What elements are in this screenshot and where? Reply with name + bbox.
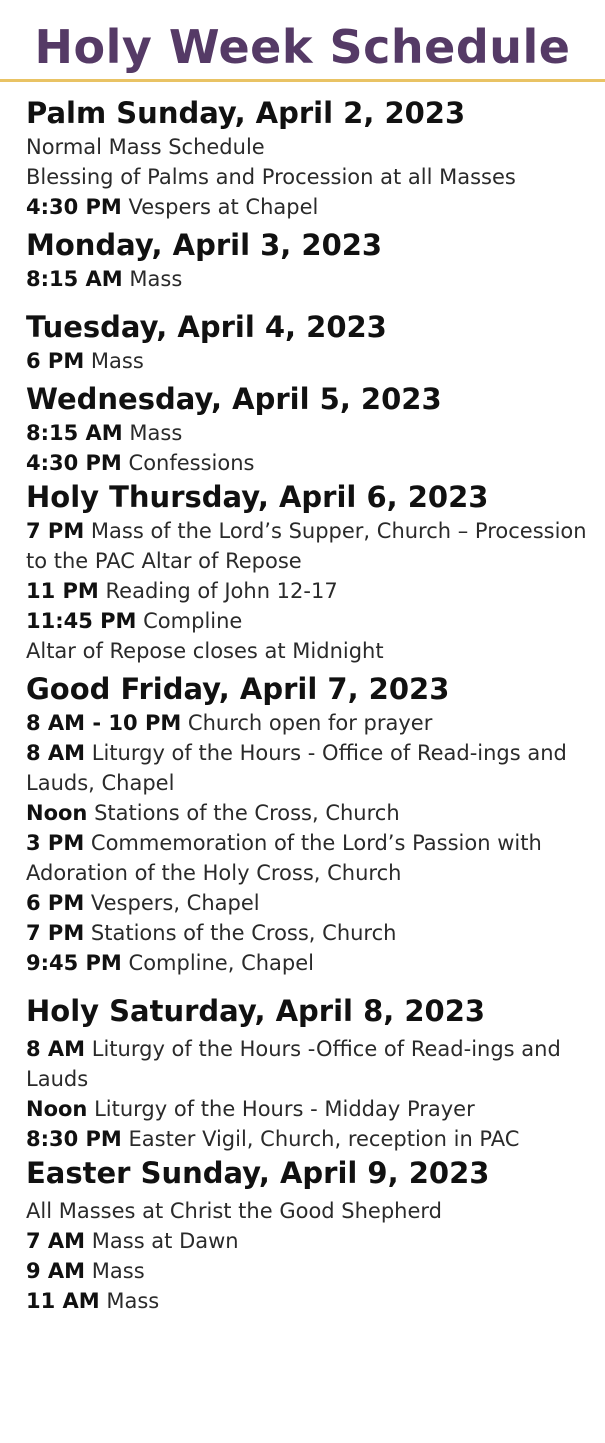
event-text: Compline, Chapel (128, 951, 315, 975)
event-time: 11 AM (26, 1289, 100, 1313)
day-heading: Good Friday, April 7, 2023 (26, 672, 450, 706)
event-time: 7 PM (26, 921, 85, 945)
schedule-line (26, 448, 587, 478)
event-text: Mass (129, 267, 183, 291)
event-text: Mass of the Lord’s Supper, Church – Procession to the PAC Altar of Repose (26, 519, 587, 573)
event-text: Liturgy of the Hours -Office of Read-ings and Lauds (26, 1037, 561, 1091)
day-holy-saturday (26, 992, 587, 1154)
schedule-line (26, 888, 587, 918)
event-text: Blessing of Palms and Procession at all Masses (26, 165, 516, 189)
event-text: Mass (90, 349, 144, 373)
day-heading: Monday, April 3, 2023 (26, 228, 383, 262)
event-text: Liturgy of the Hours - Office of Read-ings and Lauds, Chapel (26, 741, 567, 795)
event-text: Mass at Dawn (91, 1229, 239, 1253)
event-text: All Masses at Christ the Good Shepherd (26, 1199, 443, 1223)
day-palm-sunday (26, 94, 587, 222)
schedule-line (26, 1256, 587, 1286)
event-time: 7 PM (26, 519, 85, 543)
event-time: 8:30 PM (26, 1127, 122, 1151)
schedule-line (26, 264, 587, 294)
schedule-line (26, 798, 587, 828)
day-heading: Holy Thursday, April 6, 2023 (26, 480, 489, 514)
day-heading: Easter Sunday, April 9, 2023 (26, 1156, 490, 1190)
event-text: Stations of the Cross, Church (94, 801, 400, 825)
event-time: 11:45 PM (26, 609, 137, 633)
event-time: Noon (26, 801, 88, 825)
schedule-line (26, 708, 587, 738)
schedule-line (26, 738, 587, 798)
event-text: Church open for prayer (187, 711, 433, 735)
event-time: 9 AM (26, 1259, 86, 1283)
schedule-line (26, 192, 587, 222)
day-monday (26, 226, 587, 294)
event-text: Commemoration of the Lord’s Passion with Adoration of the Holy Cross, Church (26, 831, 542, 885)
schedule-line (26, 918, 587, 948)
schedule-line (26, 346, 587, 376)
schedule (0, 82, 605, 1316)
schedule-line (26, 948, 587, 978)
day-holy-thursday (26, 478, 587, 666)
day-good-friday (26, 670, 587, 978)
schedule-line (26, 1034, 587, 1094)
day-heading: Holy Saturday, April 8, 2023 (26, 994, 486, 1028)
schedule-line (26, 1286, 587, 1316)
day-heading: Wednesday, April 5, 2023 (26, 382, 442, 416)
schedule-line (26, 1226, 587, 1256)
event-text: Liturgy of the Hours - Midday Prayer (94, 1097, 475, 1121)
event-time: 11 PM (26, 579, 99, 603)
schedule-line (26, 1124, 587, 1154)
day-heading: Tuesday, April 4, 2023 (26, 310, 387, 344)
schedule-line (26, 576, 587, 606)
day-easter-sunday (26, 1154, 587, 1316)
event-text: Mass (129, 421, 183, 445)
event-time: 8:15 AM (26, 421, 123, 445)
event-text: Altar of Repose closes at Midnight (26, 639, 384, 663)
event-text: Mass (106, 1289, 160, 1313)
event-time: 3 PM (26, 831, 85, 855)
event-time: 8:15 AM (26, 267, 123, 291)
schedule-line (26, 606, 587, 636)
event-text: Easter Vigil, Church, reception in PAC (128, 1127, 520, 1151)
day-heading: Palm Sunday, April 2, 2023 (26, 96, 466, 130)
day-wednesday (26, 380, 587, 478)
schedule-line (26, 162, 587, 192)
page-title: Holy Week Schedule (34, 20, 571, 74)
event-time: 9:45 PM (26, 951, 122, 975)
event-text: Reading of John 12-17 (105, 579, 338, 603)
event-time: 8 AM - 10 PM (26, 711, 182, 735)
event-text: Compline (143, 609, 243, 633)
event-text: Normal Mass Schedule (26, 135, 265, 159)
event-time: 6 PM (26, 891, 85, 915)
event-time: 6 PM (26, 349, 85, 373)
event-time: Noon (26, 1097, 88, 1121)
event-text: Vespers, Chapel (90, 891, 260, 915)
event-text: Confessions (128, 451, 255, 475)
schedule-line (26, 1094, 587, 1124)
schedule-line (26, 828, 587, 888)
schedule-line (26, 132, 587, 162)
day-tuesday (26, 308, 587, 376)
event-time: 7 AM (26, 1229, 86, 1253)
schedule-line (26, 1196, 587, 1226)
event-time: 4:30 PM (26, 451, 122, 475)
schedule-line (26, 516, 587, 576)
event-text: Vespers at Chapel (128, 195, 319, 219)
event-text: Stations of the Cross, Church (90, 921, 397, 945)
event-time: 8 AM (26, 1037, 86, 1061)
event-time: 4:30 PM (26, 195, 122, 219)
schedule-line (26, 636, 587, 666)
event-text: Mass (91, 1259, 145, 1283)
event-time: 8 AM (26, 741, 86, 765)
schedule-line (26, 418, 587, 448)
